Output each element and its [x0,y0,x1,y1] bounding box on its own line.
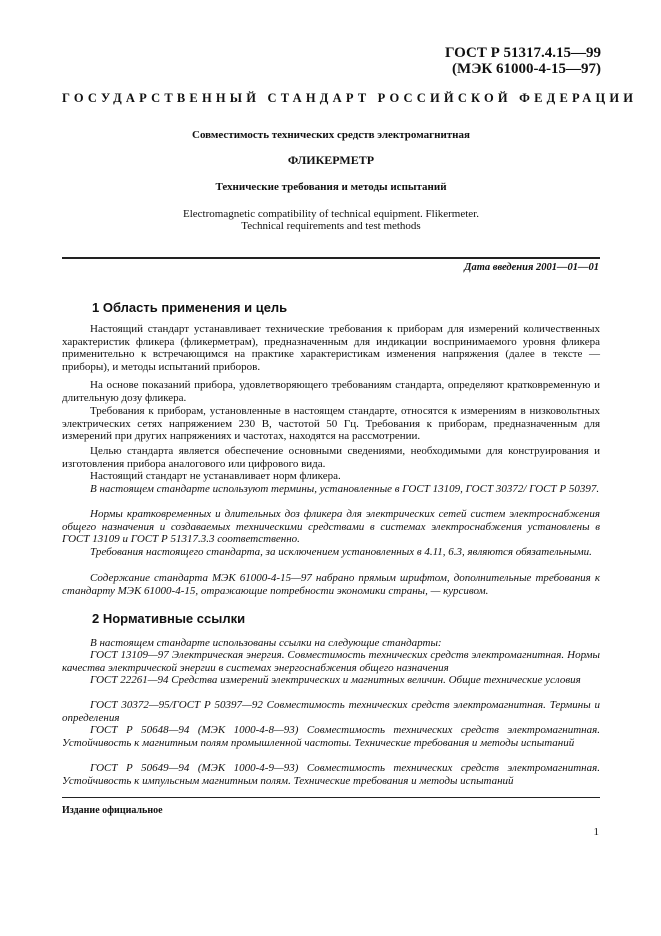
paragraph: Содержание стандарта МЭК 61000-4-15—97 набрано прямым шрифтом, дополнительные требования к стандарту МЭК 61000-4-15, отражающие потребности экономики страны, — курсивом. [62,572,600,597]
paragraph: Целью стандарта является обеспечение основными сведениями, необходимыми для конструирования и изготовления прибора аналогового или цифрового вида. [62,445,600,470]
paragraph: Требования настоящего стандарта, за исключением установленных в 4.11, 6.3, являются обязательными. [90,546,592,558]
standard-code: ГОСТ Р 51317.4.15—99 [444,45,601,61]
official-edition-label: Издание официальное [62,805,163,816]
paragraph: На основе показаний прибора, удовлетворяющего требованиям стандарта, определяют кратковременную и длительную дозу фликера. [62,379,600,404]
standard-main-title: Совместимость технических средств электромагнитная [192,129,470,141]
paragraph: Настоящий стандарт устанавливает технические требования к приборам для измерений количественных характеристик фликера (фликерметрам), предназначенным для индикации воспринимаемого уровня фликера применительно к встречающимся на практике характеристикам изменения напряжения (далее в тексте — приборы), и методы испытаний приборов. [62,323,600,373]
reference-item: ГОСТ 22261—94 Средства измерений электрических и магнитных величин. Общие технические условия [90,674,581,686]
reference-item: В настоящем стандарте использованы ссылки на следующие стандарты: [90,637,442,649]
paragraph: Нормы кратковременных и длительных доз фликера для электрических сетей систем электроснабжения общего назначения и создаваемых техническими средствами в системах электроснабжения установлены в ГОСТ 13109 и ГОСТ Р 51317.3.3 соответственно. [62,508,600,545]
section-heading: 2 Нормативные ссылки [92,611,246,626]
standard-name: ФЛИКЕРМЕТР [287,153,375,167]
standard-subtitle: Технические требования и методы испытаний [215,181,447,193]
reference-item: ГОСТ 30372—95/ГОСТ Р 50397—92 Совместимость технических средств электромагнитная. Термины и определения [62,699,600,724]
reference-item: ГОСТ 13109—97 Электрическая энергия. Совместимость технических средств электромагнитная. Нормы качества электрической энергии в системах энергоснабжения общего назначения [62,649,600,674]
paragraph: Требования к приборам, установленные в настоящем стандарте, относятся к измерениям в низковольтных электрических сетях напряжением 230 В, частотой 50 Гц. Требования к приборам, предназначенным для измерений при других напряжениях и частотах, находятся на рассмотрении. [62,405,600,442]
footer-divider [62,797,600,798]
section-heading: 1 Область применения и цель [92,300,288,315]
paragraph: В настоящем стандарте используют термины, установленные в ГОСТ 13109, ГОСТ 30372/ ГОСТ Р 50397. [90,483,600,495]
english-title-line1: Electromagnetic compatibility of technical equipment. Flikermeter. [183,208,479,220]
paragraph: Настоящий стандарт не устанавливает норм фликера. [90,470,341,482]
reference-item: ГОСТ Р 50649—94 (МЭК 1000-4-9—93) Совместимость технических средств электромагнитная. Устойчивость к импульсным магнитным полям. Технические требования и методы испытаний [62,762,600,787]
state-standard-title: ГОСУДАРСТВЕННЫЙ СТАНДАРТ РОССИЙСКОЙ ФЕДЕРАЦИИ [62,91,638,105]
page-number: 1 [593,826,599,838]
english-title-line2: Technical requirements and test methods [241,220,421,232]
introduction-date: Дата введения 2001—01—01 [464,262,599,273]
reference-item: ГОСТ Р 50648—94 (МЭК 1000-4-8—93) Совместимость технических средств электромагнитная. Устойчивость к магнитным полям промышленной частоты. Технические требования и методы испытаний [62,724,600,749]
header-divider [62,257,600,259]
iec-code: (МЭК 61000-4-15—97) [452,61,601,77]
